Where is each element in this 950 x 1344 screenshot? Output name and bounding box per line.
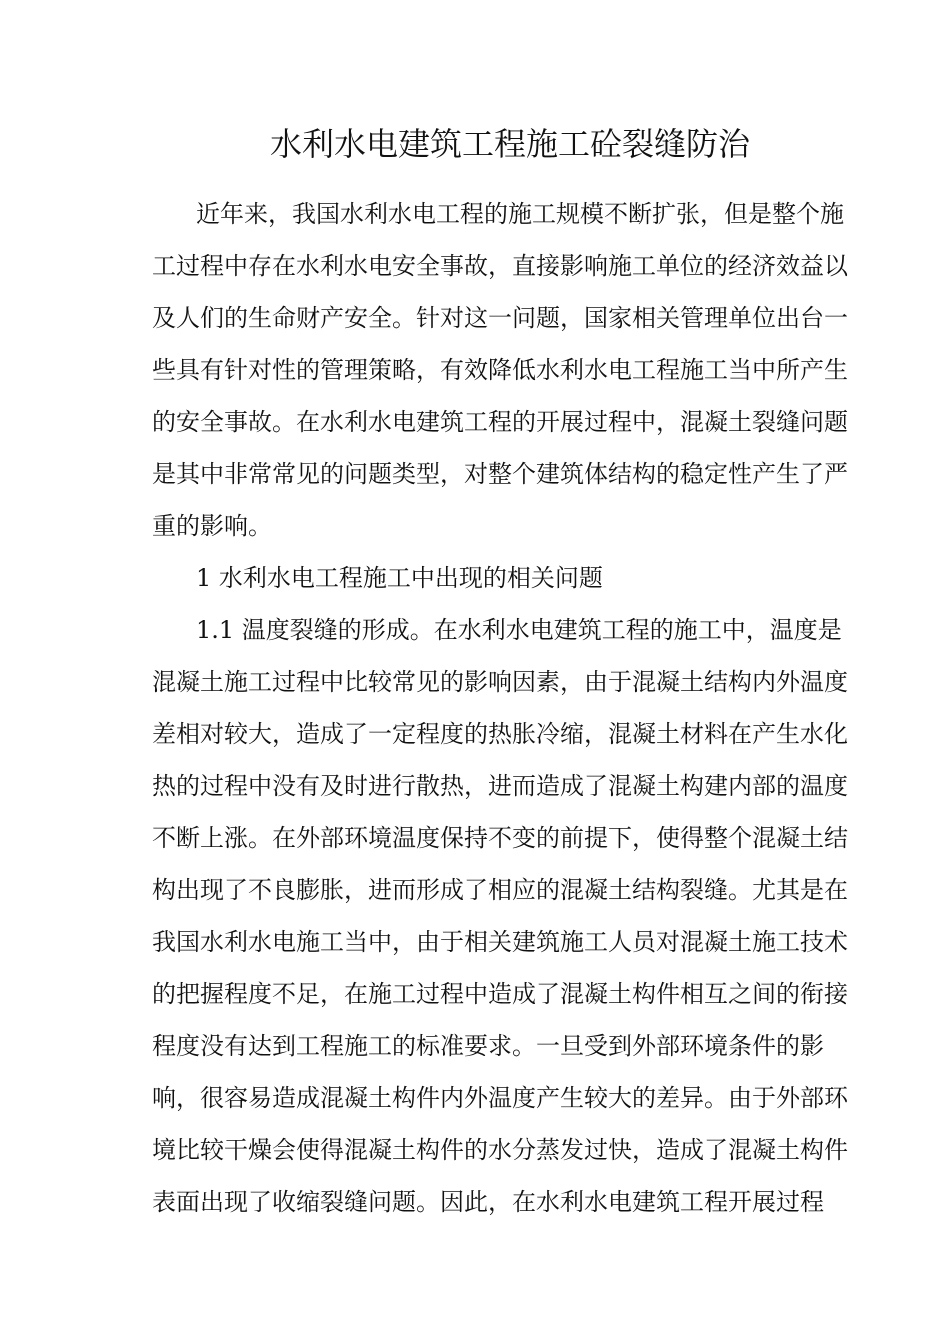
paragraph-line: 境比较干燥会使得混凝土构件的水分蒸发过快，造成了混凝土构件: [152, 1136, 848, 1164]
paragraph-line: 1.1 温度裂缝的形成。在水利水电建筑工程的施工中，温度是: [196, 616, 842, 644]
paragraph-line: 程度没有达到工程施工的标准要求。一旦受到外部环境条件的影: [152, 1032, 824, 1060]
paragraph-line: 不断上涨。在外部环境温度保持不变的前提下，使得整个混凝土结: [152, 824, 848, 852]
paragraph-line: 的安全事故。在水利水电建筑工程的开展过程中，混凝土裂缝问题: [152, 408, 848, 436]
paragraph-line: 些具有针对性的管理策略，有效降低水利水电工程施工当中所产生: [152, 356, 848, 384]
paragraph-line: 我国水利水电施工当中，由于相关建筑施工人员对混凝土施工技术: [152, 928, 848, 956]
section-heading: 1 水利水电工程施工中出现的相关问题: [196, 564, 603, 592]
paragraph-line: 热的过程中没有及时进行散热，进而造成了混凝土构建内部的温度: [152, 772, 848, 800]
paragraph-line: 近年来，我国水利水电工程的施工规模不断扩张，但是整个施: [196, 200, 844, 228]
paragraph-line: 重的影响。: [152, 512, 272, 540]
paragraph-line: 差相对较大，造成了一定程度的热胀冷缩，混凝土材料在产生水化: [152, 720, 848, 748]
paragraph-line: 及人们的生命财产安全。针对这一问题，国家相关管理单位出台一: [152, 304, 848, 332]
paragraph-line: 工过程中存在水利水电安全事故，直接影响施工单位的经济效益以: [152, 252, 848, 280]
paragraph-line: 构出现了不良膨胀，进而形成了相应的混凝土结构裂缝。尤其是在: [152, 876, 848, 904]
document-title: 水利水电建筑工程施工砼裂缝防治: [269, 125, 750, 163]
paragraph-line: 的把握程度不足，在施工过程中造成了混凝土构件相互之间的衔接: [152, 980, 848, 1008]
paragraph-line: 混凝土施工过程中比较常见的影响因素，由于混凝土结构内外温度: [152, 668, 848, 696]
paragraph-line: 是其中非常常见的问题类型，对整个建筑体结构的稳定性产生了严: [152, 460, 848, 488]
paragraph-line: 响，很容易造成混凝土构件内外温度产生较大的差异。由于外部环: [152, 1084, 848, 1112]
paragraph-line: 表面出现了收缩裂缝问题。因此，在水利水电建筑工程开展过程: [152, 1188, 824, 1216]
